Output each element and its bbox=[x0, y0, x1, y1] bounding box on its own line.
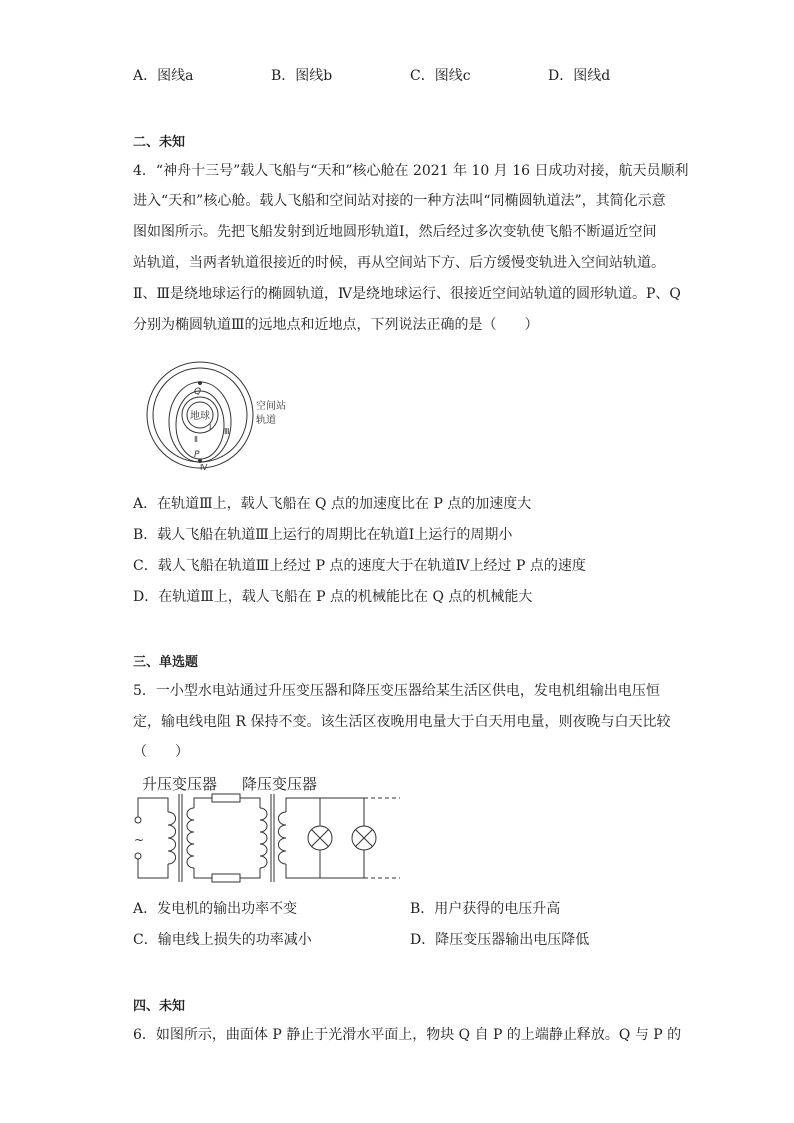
section-heading: 二、未知 bbox=[133, 135, 186, 150]
q4-option-d: D．在轨道Ⅲ上，载人飞船在 P 点的机械能比在 Q 点的机械能大 bbox=[133, 589, 533, 605]
earth-label: 地球 bbox=[190, 411, 210, 422]
q5-option-c: C．输电线上损失的功率减小 bbox=[133, 932, 312, 948]
q4-stem-line: 图如图所示。先把飞船发射到近地圆形轨道Ⅰ，然后经过多次变轨使飞船不断逼近空间 bbox=[133, 224, 657, 240]
q4-stem-line: 分别为椭圆轨道Ⅲ的远地点和近地点，下列说法正确的是（ ） bbox=[133, 317, 539, 333]
q5-option-a: A．发电机的输出功率不变 bbox=[133, 901, 298, 917]
point-q-dot bbox=[198, 381, 202, 385]
step-down-secondary-coil bbox=[278, 812, 286, 864]
q4-option-b: B．载人飞船在轨道Ⅲ上运行的周期比在轨道Ⅰ上运行的周期小 bbox=[133, 527, 513, 543]
section-heading: 三、单选题 bbox=[133, 655, 199, 670]
q3-option-a: A．图线a bbox=[133, 68, 194, 84]
orbit-i-label: Ⅰ bbox=[209, 423, 212, 432]
transformer-circuit bbox=[128, 790, 408, 890]
q3-option-d: D．图线d bbox=[548, 68, 611, 84]
step-up-primary-coil bbox=[168, 812, 176, 864]
q5-stem-line: 5．一小型水电站通过升压变压器和降压变压器给某生活区供电，发电机组输出电压恒 bbox=[133, 683, 660, 699]
q5-option-b: B．用户获得的电压升高 bbox=[410, 901, 561, 917]
step-down-transformer-label: 降压变压器 bbox=[242, 775, 318, 793]
station-label: 空间站 bbox=[256, 401, 286, 412]
step-down-primary-coil bbox=[260, 808, 267, 868]
q3-option-b: B．图线b bbox=[271, 68, 333, 84]
q5-stem-line: （ ） bbox=[133, 744, 189, 760]
orbit-iv-label: Ⅳ bbox=[200, 463, 208, 472]
step-up-secondary-coil bbox=[187, 808, 194, 868]
point-p-label: P bbox=[194, 450, 200, 460]
output-bus bbox=[286, 798, 364, 812]
q3-option-c: C．图线c bbox=[410, 68, 471, 84]
terminal bbox=[135, 853, 141, 859]
terminal bbox=[135, 817, 141, 823]
q4-option-c: C．载人飞船在轨道Ⅲ上经过 P 点的速度大于在轨道Ⅳ上经过 P 点的速度 bbox=[133, 558, 586, 574]
orbit-ii-label: Ⅱ bbox=[194, 435, 198, 444]
q5-option-d: D．降压变压器输出电压降低 bbox=[410, 932, 590, 948]
q6-stem-line: 6．如图所示，曲面体 P 静止于光滑水平面上，物块 Q 自 P 的上端静止释放。Q 与 P 的 bbox=[133, 1027, 682, 1043]
q5-stem-line: 定，输电线电阻 R 保持不变。该生活区夜晚用电量大于白天用电量，则夜晚与白天比较 bbox=[133, 714, 671, 730]
q4-stem-line: 4．“神舟十三号”载人飞船与“天和”核心舱在 2021 年 10 月 16 日成功对接，航天员顺利 bbox=[133, 163, 689, 179]
q4-option-a: A．在轨道Ⅲ上，载人飞船在 Q 点的加速度比在 P 点的加速度大 bbox=[133, 496, 532, 512]
orbit-diagram bbox=[136, 360, 306, 475]
q4-stem-line: 进入“天和”核心舱。载人飞船和空间站对接的一种方法叫“同椭圆轨道法”，其简化示意 bbox=[133, 193, 666, 209]
output-bus bbox=[286, 864, 364, 878]
ac-source-symbol: ~ bbox=[134, 833, 145, 847]
station-label: 轨道 bbox=[256, 415, 276, 426]
q4-stem-line: Ⅱ、Ⅲ是绕地球运行的椭圆轨道，Ⅳ是绕地球运行、很接近空间站轨道的圆形轨道。P、Q bbox=[133, 286, 681, 302]
line-resistor bbox=[212, 874, 240, 882]
step-up-transformer-label: 升压变压器 bbox=[142, 775, 218, 793]
orbit-iii-label: Ⅲ bbox=[224, 427, 230, 436]
section-heading: 四、未知 bbox=[133, 999, 186, 1014]
q4-stem-line: 站轨道，当两者轨道很接近的时候，再从空间站下方、后方缓慢变轨进入空间站轨道。 bbox=[133, 255, 665, 271]
line-resistor bbox=[212, 794, 240, 802]
point-q-label: Q bbox=[194, 387, 202, 397]
